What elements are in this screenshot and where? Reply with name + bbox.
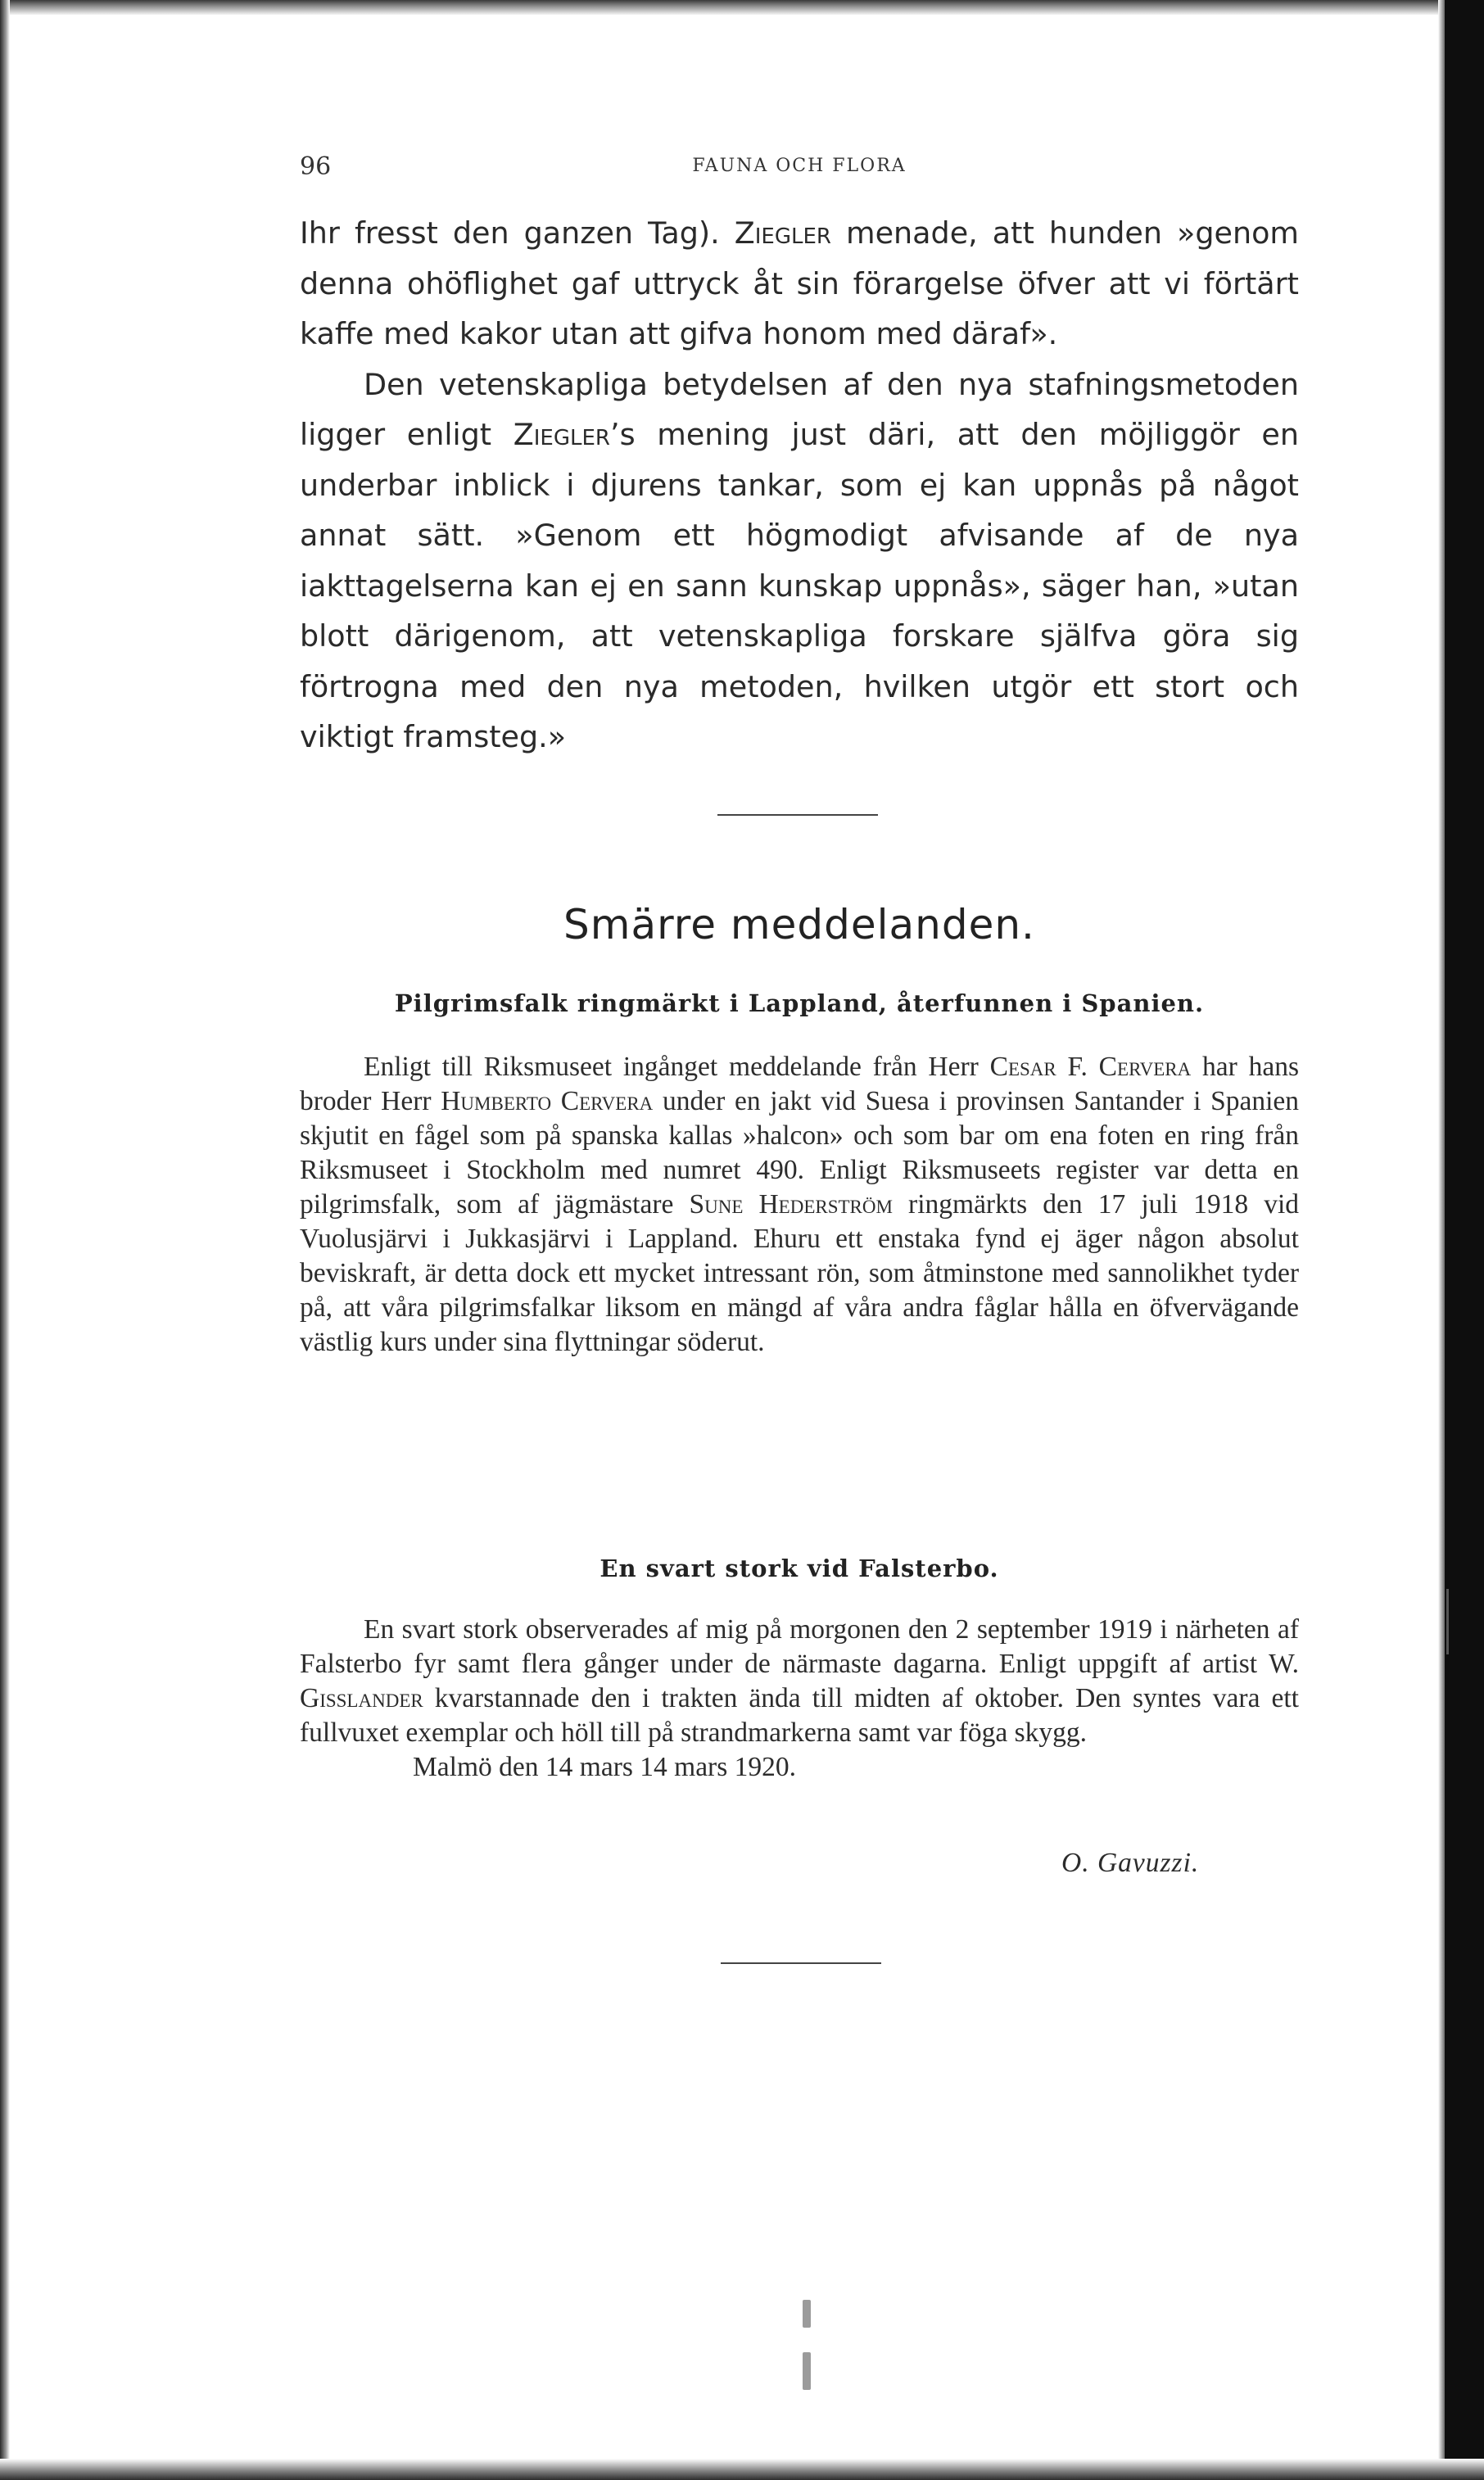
article-continuation — [300, 208, 1299, 763]
signature: O. Gavuzzi. — [1061, 1848, 1200, 1878]
page-number: 96 — [300, 152, 332, 181]
scan-border-right-shadow — [1438, 0, 1445, 2480]
note-title: En svart stork vid Falsterbo. — [599, 1555, 999, 1582]
scan-artifact-mark — [803, 2300, 811, 2328]
person-name: Humberto Cervera — [441, 1086, 654, 1116]
scan-artifact-mark — [803, 2352, 811, 2390]
person-name: Cesar F. Cervera — [989, 1052, 1192, 1082]
page-header — [300, 152, 1299, 185]
scan-border-top — [0, 0, 1484, 15]
scan-artifact-line — [1446, 1589, 1449, 1654]
section-heading: Smärre meddelanden. — [563, 901, 1035, 948]
note-body — [300, 1050, 1299, 1360]
scan-border-bottom — [0, 2459, 1484, 2480]
section-divider — [721, 1962, 881, 1964]
person-name: Gisslander — [300, 1683, 423, 1713]
author-name: Ziegler — [734, 215, 831, 251]
paragraph: Enligt till Riksmuseet ingånget meddelande från Herr Cesar F. Cervera har hans broder Herr Humberto Cervera under en jakt vid Suesa i provinsen Santander i Spanien skjutit en fågel som på spanska kallas »halcon» och som bar om ena foten en ring från Riksmuseet i Stockholm med numret 490. Enligt Riksmuseets register var detta en pilgrimsfalk, som af jägmästare Sune Hederström ringmärkts den 17 juli 1918 vid Vuolusjärvi i Jukkasjärvi i Lappland. Ehuru ett enstaka fynd ej äger någon absolut beviskraft, är detta dock ett mycket intressant rön, som åtminstone med sannolikhet tyder på, att våra pilgrimsfalkar liksom en mängd af våra andra fåglar hålla en öfvervägande västlig kurs under sina flyttningar söderut. — [300, 1052, 1300, 1357]
paragraph: Ihr fresst den ganzen Tag). Ziegler menade, att hunden »genom denna ohöflighet gaf uttryck åt sin förargelse öfver att vi förtärt kaffe med kakor utan att gifva honom med däraf». — [300, 215, 1299, 351]
paragraph: Den vetenskapliga betydelsen af den nya stafningsmetoden ligger enligt Ziegler’s mening just däri, att den möjliggör en underbar inblick i djurens tankar, som ej kan uppnås på något annat sätt. »Genom ett högmodigt afvisande af de nya iakttagelserna kan ej en sann kunskap uppnås», säger han, »utan blott därigenom, att vetenskapliga forskare själfva göra sig förtrogna med den nya metoden, hvilken utgör ett stort och viktigt framsteg.» — [300, 366, 1299, 754]
scan-border-left — [0, 0, 10, 2480]
dateline: Malmö den 14 mars 14 mars 1920. — [413, 1752, 797, 1782]
paragraph: En svart stork observerades af mig på morgonen den 2 september 1919 i närheten af Falsterbo fyr samt flera gånger under de närmaste dagarna. Enligt uppgift af artist W. Gisslander kvarstannade den i trakten ända till midten af oktober. Den syntes vara ett fullvuxet exemplar och höll till på strandmarkerna samt var föga skygg. — [300, 1614, 1299, 1748]
running-title: FAUNA OCH FLORA — [692, 156, 907, 176]
scan-border-right — [1445, 0, 1484, 2480]
note-body — [300, 1613, 1299, 1785]
author-name: Ziegler — [513, 417, 610, 452]
note-title: Pilgrimsfalk ringmärkt i Lappland, återfunnen i Spanien. — [394, 989, 1205, 1017]
person-name: Sune Hederström — [689, 1189, 893, 1220]
section-divider — [717, 814, 878, 816]
